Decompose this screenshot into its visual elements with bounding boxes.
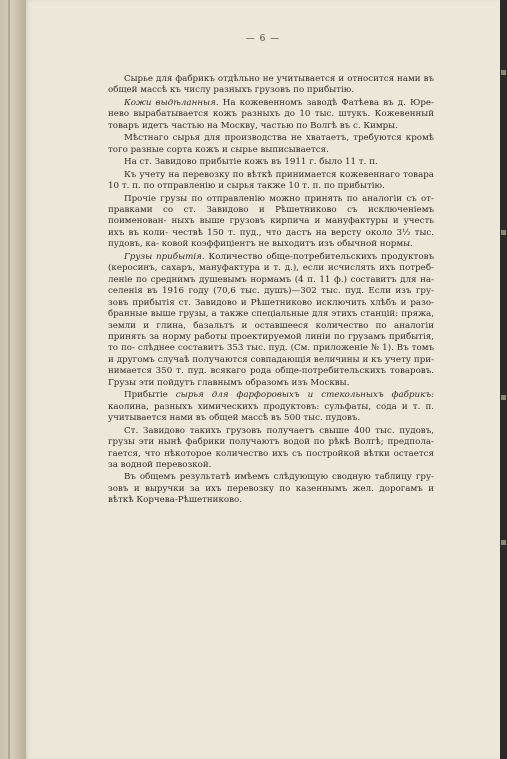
paragraph xyxy=(108,252,434,389)
italic-heading: сырья для фарфоровыхъ и стекольныхъ фабрикъ: xyxy=(175,390,434,401)
text-line: разныхъ химическихъ продуктовъ: сульфаты, сода и т. п. учитывается xyxy=(108,401,435,424)
paragraph xyxy=(108,74,434,97)
document-page xyxy=(26,0,500,759)
text-line: за водной перевозкой. xyxy=(108,459,212,470)
paragraph xyxy=(108,157,434,168)
text-line: леніе по среднимъ душевымъ нормамъ (4 п. 11 ф.) составитъ для на- xyxy=(108,274,434,285)
paragraph-prefix: Прибытіе xyxy=(124,390,176,401)
text-line: На кожевенномъ заводѣ Фатѣева въ д. Юре- xyxy=(218,97,434,108)
text-line: другомъ случаѣ получаются совпадающія величины и къ учету при- xyxy=(116,354,434,365)
text-line: селенія въ 1916 году (70,6 тыс. душъ)—302 тыс. пуд. Если изъ гру- xyxy=(108,286,434,297)
text-line: гается, что нѣкоторое количество ихъ съ постройкой вѣтки остается xyxy=(108,448,434,459)
text-line: Сырье для фабрикъ отдѣльно не учитывается и относится нами xyxy=(124,74,421,84)
text-line: бранные выше грузы, а также спеціальные для этихъ станцій: пряжа, xyxy=(108,309,434,320)
paragraph xyxy=(108,472,434,506)
paragraph xyxy=(108,194,434,251)
paragraph xyxy=(108,426,434,472)
text-line: 10 т. п. по отправленію и сырья также 10 т. п. по прибытію. xyxy=(108,181,385,192)
binding-fold xyxy=(8,0,10,759)
text-line: нами въ общей массѣ въ 500 тыс. пудовъ. xyxy=(169,413,361,424)
edge-mark xyxy=(501,230,506,235)
text-line: ковой коэффиціентъ не выходитъ изъ обычной нормы. xyxy=(161,239,413,250)
text-line: зовъ прибытія ст. Завидово и Рѣшетниково исключить хлѣбъ и разо- xyxy=(108,297,434,308)
paragraph xyxy=(108,170,434,193)
italic-heading: Кожи выдѣланныя. xyxy=(124,97,219,108)
text-line: Корчева-Рѣшетниково. xyxy=(136,495,243,506)
text-line: нево вырабатывается кожъ разныхъ до 10 тыс. штукъ. Кожевенный xyxy=(108,109,434,120)
text-line: земли и глина, базальтъ и оставшееся количество по аналогіи принять xyxy=(108,320,434,342)
text-line: правками со ст. Завидово и Рѣшетниково съ исключеніемъ поименован- xyxy=(108,204,434,227)
paragraph xyxy=(108,98,434,132)
text-line: ныхъ выше грузовъ кирпича и мануфактуры и учесть ихъ въ коли- xyxy=(108,216,435,238)
text-line: нимается 350 т. пуд. всякаго рода обще-потребительскихъ товаровъ. xyxy=(108,366,434,377)
body-text xyxy=(108,74,434,508)
paragraph xyxy=(108,390,434,424)
paragraph xyxy=(108,133,434,156)
edge-mark xyxy=(501,540,506,545)
italic-heading: Грузы прибытія. xyxy=(124,251,205,262)
text-line: Въ общемъ результатѣ имѣемъ слѣдующую сводную таблицу гру- xyxy=(124,472,434,483)
text-line: чествѣ 150 т. пуд., что дастъ на версту около 3½ тыс. пудовъ, ка- xyxy=(108,227,434,250)
text-line: Количество обще-потребительскихъ продуктовъ xyxy=(204,251,434,262)
text-line: (керосинъ, сахаръ, мануфактура и т. д.), если исчислять ихъ потреб- xyxy=(108,263,434,274)
text-line: каолина, xyxy=(108,401,149,412)
text-line: въ общей массѣ къ числу разныхъ грузовъ по прибытію. xyxy=(108,74,434,96)
text-line: товаръ идетъ частью на Москву, частью по Волгѣ въ с. Кимры. xyxy=(108,120,398,131)
text-line: того разные сорта кожъ и сырье выписывается. xyxy=(108,144,329,155)
edge-mark xyxy=(501,395,506,400)
text-line: Грузы эти пойдутъ главнымъ образомъ изъ Москвы. xyxy=(108,377,350,388)
text-line: Къ учету на перевозку по вѣткѣ принимается кожевеннаго товара xyxy=(124,169,434,180)
binding-strip xyxy=(0,0,27,759)
edge-mark xyxy=(501,70,506,75)
text-line: Мѣстнаго сырья для производства не хватаетъ, требуются кромѣ xyxy=(124,133,434,144)
text-line: грузы эти нынѣ фабрики получаютъ водой по рѣкѣ Волгѣ; предпола- xyxy=(108,437,434,448)
page-number: — 6 — xyxy=(245,34,281,44)
text-line: На ст. Завидово прибытіе кожъ въ 1911 г. было 11 т. п. xyxy=(124,157,378,168)
text-line: Ст. Завидово такихъ грузовъ получаетъ свыше 400 тыс. пудовъ, xyxy=(124,425,434,436)
text-line: зовъ и выручки за ихъ перевозку по казеннымъ жел. дорогамъ и вѣткѣ xyxy=(108,483,434,506)
text-line: Прочіе грузы по отправленію можно принять по аналогіи съ от- xyxy=(124,193,434,204)
text-line: за норму работы проектируемой линіи по грузамъ прибытія, то по- xyxy=(108,331,434,354)
text-line: слѣднее составитъ 353 тыс. пуд. (См. приложеніе № 1). Въ томъ и xyxy=(108,343,434,365)
page-right-edge xyxy=(500,0,507,759)
